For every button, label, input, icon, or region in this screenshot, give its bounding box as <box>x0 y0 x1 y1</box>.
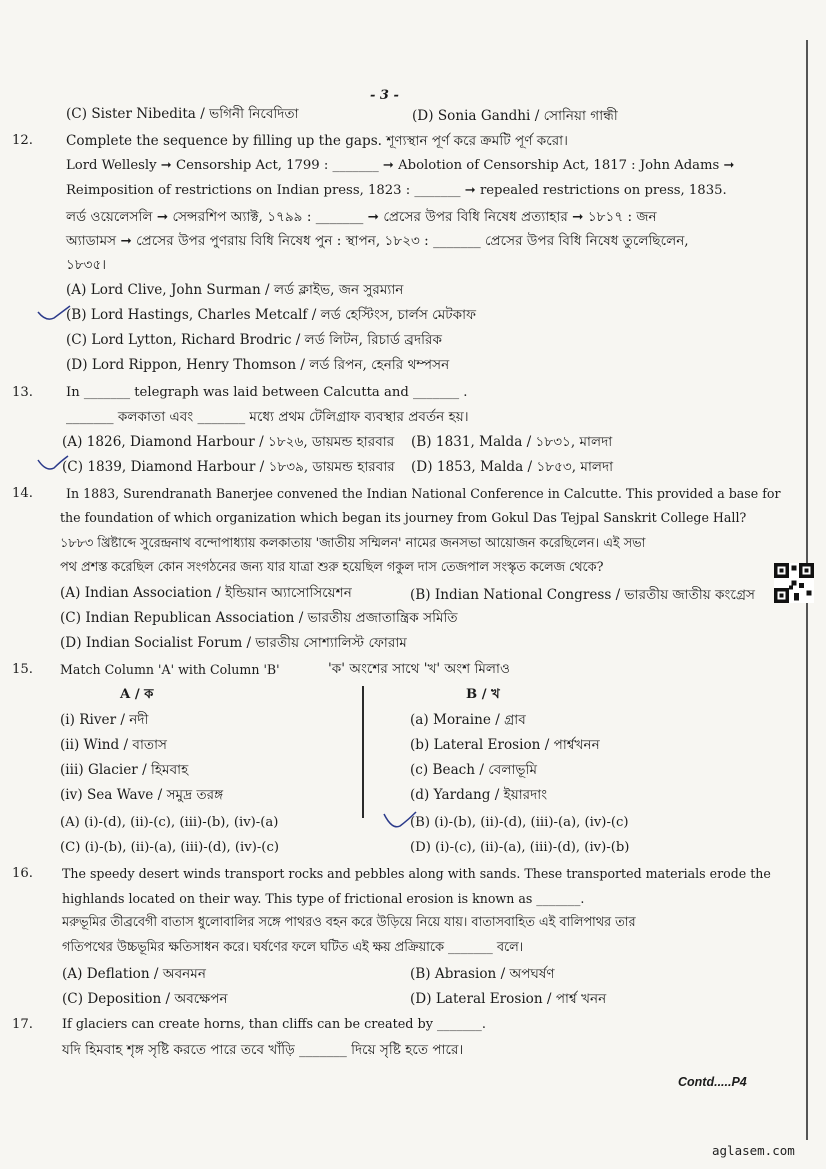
q16-number: 16. <box>12 866 33 881</box>
q13-option-d: (D) 1853, Malda / ১৮৫৩, মালদা <box>411 459 614 475</box>
q13-option-b: (B) 1831, Malda / ১৮৩১, মালদা <box>411 434 613 450</box>
q15-b-3: (c) Beach / বেলাভূমি <box>410 762 537 778</box>
continued-label: Contd.....P4 <box>678 1075 747 1089</box>
q15-line-1: Match Column 'A' with Column 'B' <box>60 662 280 677</box>
q12-line-3: Reimposition of restrictions on Indian press, 1823 : _______ ➞ repealed restrictions on press, 1835. <box>66 183 727 198</box>
q13-line-1: In _______ telegraph was laid between Calcutta and _______ . <box>66 385 468 400</box>
q17-line-2: যদি হিমবাহ শৃঙ্গ সৃষ্টি করতে পারে তবে খাঁড়ি _______ দিয়ে সৃষ্টি হতে পারে। <box>62 1042 464 1058</box>
q14-number: 14. <box>12 486 33 501</box>
q14-line-2: the foundation of which organization which began its journey from Gokul Das Tejpal Sanskrit College Hall? <box>60 510 747 525</box>
q15-option-c: (C) (i)-(b), (ii)-(a), (iii)-(d), (iv)-(c) <box>60 840 279 855</box>
q12-option-d: (D) Lord Rippon, Henry Thomson / লর্ড রিপন, হেনরি থম্পসন <box>66 357 450 373</box>
q15-b-4: (d) Yardang / ইয়ারদাং <box>410 787 548 803</box>
q15-col-a-header: A / ক <box>120 687 154 702</box>
q15-line-1-bn: 'ক' অংশের সাথে 'খ' অংশ মিলাও <box>328 661 510 677</box>
q14-line-1: In 1883, Surendranath Banerjee convened the Indian National Conference in Calcutte. This provided a base for <box>66 486 781 501</box>
q15-col-b-header: B / খ <box>466 687 500 702</box>
q12-line-4: লর্ড ওয়েলেসলি ➞ সেন্সরশিপ অ্যাক্ট, ১৭৯৯ : _______ ➞ প্রেসের উপর বিধি নিষেধ প্রত্যাহার ➞ ১৮১৭ : জন <box>66 209 657 225</box>
column-divider <box>362 686 364 818</box>
q12-line-1: Complete the sequence by filling up the gaps. শূণ্যস্থান পূর্ণ করে ক্রমটি পূর্ণ করো। <box>66 133 568 149</box>
q13-option-a: (A) 1826, Diamond Harbour / ১৮২৬, ডায়মন্ড হারবার <box>62 434 395 450</box>
q13-option-c: (C) 1839, Diamond Harbour / ১৮৩৯, ডায়মন্ড হারবার <box>62 459 395 475</box>
q16-option-c: (C) Deposition / অবক্ষেপন <box>62 991 228 1007</box>
q15-a-1: (i) River / নদী <box>60 712 149 728</box>
q13-number: 13. <box>12 385 33 400</box>
pen-tick-mark <box>36 452 72 476</box>
footer-site: aglasem.com <box>712 1143 795 1158</box>
q12-option-c: (C) Lord Lytton, Richard Brodric / লর্ড লিটন, রিচার্ড ব্রদরিক <box>66 332 442 348</box>
q14-line-3: ১৮৮৩ খ্রিষ্টাব্দে সুরেন্দ্রনাথ বন্দোপাধ্যায় কলকাতায় 'জাতীয় সম্মিলন' নামের জনসভা আয়োজন করেছিলেন। এই সভা <box>60 536 646 551</box>
q16-line-3: মরুভূমির তীব্রবেগী বাতাস ধুলোবালির সঙ্গে পাথরও বহন করে উড়িয়ে নিয়ে যায়। বাতাসবাহিত এই বালিপাথর তার <box>62 915 636 930</box>
q15-number: 15. <box>12 662 33 677</box>
q16-option-d: (D) Lateral Erosion / পার্শ্ব খনন <box>410 991 607 1007</box>
q17-line-1: If glaciers can create horns, than cliffs can be created by _______. <box>62 1017 486 1032</box>
prev-option-c: (C) Sister Nibedita / ভগিনী নিবেদিতা <box>66 106 299 122</box>
q16-line-4: গতিপথের উচ্চভূমির ক্ষতিসাধন করে। ঘর্ষণের ফলে ঘটিত এই ক্ষয় প্রক্রিয়াকে _______ বলে। <box>62 940 524 955</box>
q15-a-4: (iv) Sea Wave / সমুদ্র তরঙ্গ <box>60 787 224 803</box>
q17-number: 17. <box>12 1017 33 1032</box>
q15-a-3: (iii) Glacier / হিমবাহ <box>60 762 189 778</box>
q12-line-6: ১৮৩৫। <box>66 257 107 273</box>
q16-option-b: (B) Abrasion / অপঘর্ষণ <box>410 966 555 982</box>
q14-option-a: (A) Indian Association / ইন্ডিয়ান অ্যাসোসিয়েশন <box>60 585 352 601</box>
q14-option-b: (B) Indian National Congress / ভারতীয় জাতীয় কংগ্রেস <box>410 587 756 603</box>
q15-a-2: (ii) Wind / বাতাস <box>60 737 168 753</box>
prev-option-d: (D) Sonia Gandhi / সোনিয়া গান্ধী <box>412 108 618 124</box>
q15-b-1: (a) Moraine / গ্রাব <box>410 712 526 728</box>
q16-line-1: The speedy desert winds transport rocks and pebbles along with sands. These transported materials erode the <box>62 866 771 881</box>
q14-option-d: (D) Indian Socialist Forum / ভারতীয় সোশ্যালিস্ট ফোরাম <box>60 635 407 651</box>
q15-option-d: (D) (i)-(c), (ii)-(a), (iii)-(d), (iv)-(b) <box>410 840 630 855</box>
q12-option-a: (A) Lord Clive, John Surman / লর্ড ক্লাইভ, জন সুরম্যান <box>66 282 404 298</box>
pen-tick-mark <box>382 808 418 836</box>
q16-line-2: highlands located on their way. This type of frictional erosion is known as _______. <box>62 891 585 906</box>
q15-option-a: (A) (i)-(d), (ii)-(c), (iii)-(b), (iv)-(a) <box>60 815 279 830</box>
q15-option-b: (B) (i)-(b), (ii)-(d), (iii)-(a), (iv)-(c) <box>410 815 629 830</box>
q12-line-2: Lord Wellesly ➞ Censorship Act, 1799 : _______ ➞ Abolotion of Censorship Act, 1817 : John Adams ➞ <box>66 158 735 173</box>
q15-b-2: (b) Lateral Erosion / পার্শ্বখনন <box>410 737 600 753</box>
q16-option-a: (A) Deflation / অবনমন <box>62 966 206 982</box>
q13-line-2: _______ কলকাতা এবং _______ মধ্যে প্রথম টেলিগ্রাফ ব্যবস্থার প্রবর্তন হয়। <box>66 409 469 425</box>
q12-option-b: (B) Lord Hastings, Charles Metcalf / লর্ড হেস্টিংস, চার্লস মেটকাফ <box>66 307 477 323</box>
q14-line-4: পথ প্রশস্ত করেছিল কোন সংগঠনের জন্য যার যাত্রা শুরু হয়েছিল গকুল দাস তেজপাল সংস্কৃত কলেজ থেকে? <box>60 560 604 575</box>
q14-option-c: (C) Indian Republican Association / ভারতীয় প্রজাতান্ত্রিক সমিতি <box>60 610 458 626</box>
pen-tick-mark <box>36 300 76 326</box>
page-number: - 3 - <box>370 88 399 103</box>
qr-code-icon <box>774 563 814 603</box>
q12-line-5: অ্যাডামস ➞ প্রেসের উপর পুণরায় বিধি নিষেধ পুন : স্থাপন, ১৮২৩ : _______ প্রেসের উপর বিধি নিষেধ তুলেছিলেন, <box>66 233 689 249</box>
q12-number: 12. <box>12 133 33 148</box>
